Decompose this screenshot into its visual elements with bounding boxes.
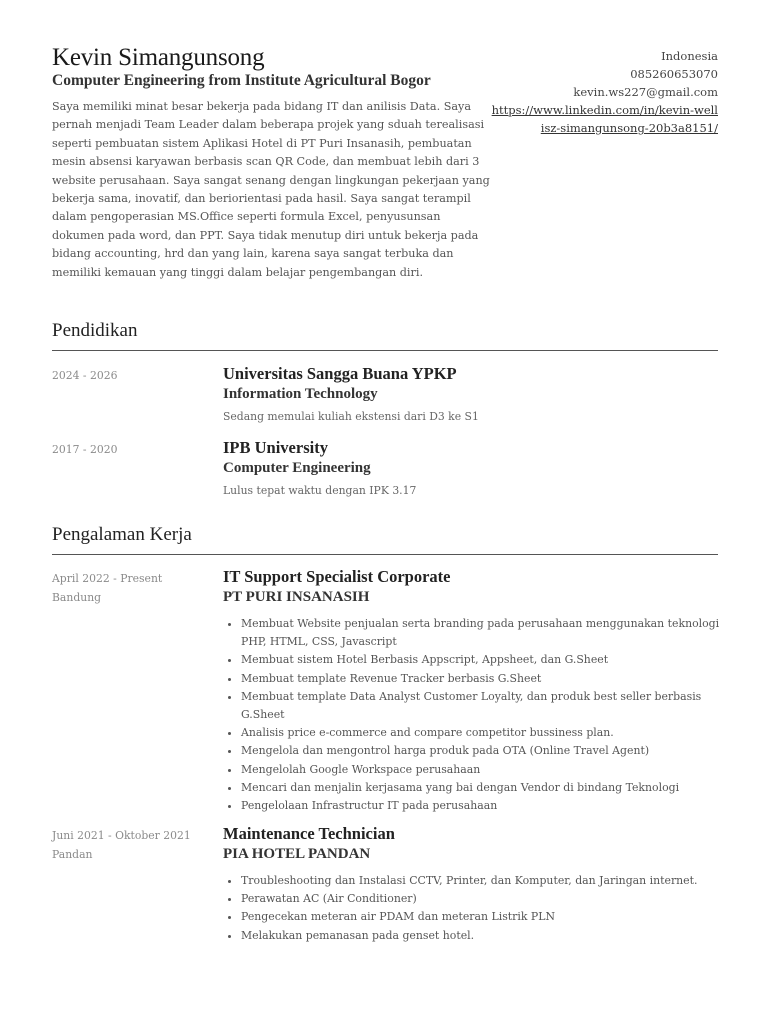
list-item: • Mengelolah Google Workspace perusahaan bbox=[241, 761, 723, 779]
experience-role: IT Support Specialist Corporate bbox=[223, 567, 451, 586]
list-item: • Pengecekan meteran air PDAM dan meteran Listrik PLN bbox=[241, 908, 723, 926]
experience-company: PT PURI INSANASIH bbox=[223, 589, 370, 605]
list-item: • Mengelola dan mengontrol harga produk pada OTA (Online Travel Agent) bbox=[241, 742, 723, 760]
experience-location: Bandung bbox=[52, 591, 102, 604]
experience-dates: Juni 2021 - Oktober 2021 bbox=[52, 829, 191, 842]
candidate-headline: Computer Engineering from Institute Agricultural Bogor bbox=[52, 72, 431, 89]
education-dates: 2017 - 2020 bbox=[52, 443, 118, 456]
education-description: Lulus tepat waktu dengan IPK 3.17 bbox=[223, 484, 417, 497]
education-description: Sedang memulai kuliah ekstensi dari D3 ke S1 bbox=[223, 410, 479, 423]
list-item: • Membuat template Revenue Tracker berbasis G.Sheet bbox=[241, 670, 723, 688]
education-program: Computer Engineering bbox=[223, 460, 371, 476]
profile-summary: Saya memiliki minat besar bekerja pada bidang IT dan anilisis Data. Saya pernah menjadi Team Leader dalam beberapa projek yang sduah terealisasi seperti pembuatan sistem Aplikasi Hotel di PT Puri Insanasih, pembuatan mesin absensi karyawan berbasis scan QR Code, dan membuat lebih dari 3 website perusahaan. Saya sangat senang dengan lingkungan pekerjaan yang bekerja sama, inovatif, dan beriorientasi pada hasil. Saya sangat terampil dalam pengoperasian MS.Office seperti formula Excel, penyusunsan dokumen pada word, dan PPT. Saya tidak menutup diri untuk bekerja pada bidang accounting, hrd dan yang lain, karena saya sangat terbuka dan memiliki kemauan yang tinggi dalam belajar pengembangan diri. bbox=[52, 100, 490, 279]
list-item: • Mencari dan menjalin kerjasama yang bai dengan Vendor di bindang Teknologi bbox=[241, 779, 723, 797]
linkedin-link[interactable]: https://www.linkedin.com/in/kevin-wellisz-simangunsong-20b3a8151/ bbox=[491, 103, 718, 135]
experience-bullets bbox=[223, 615, 723, 815]
experience-company: PIA HOTEL PANDAN bbox=[223, 846, 371, 862]
candidate-name: Kevin Simangunsong bbox=[52, 44, 265, 71]
contact-location: Indonesia bbox=[661, 49, 718, 63]
experience-divider bbox=[52, 554, 718, 555]
experience-dates-block bbox=[52, 569, 217, 607]
contact-email: kevin.ws227@gmail.com bbox=[573, 85, 718, 99]
education-program: Information Technology bbox=[223, 386, 378, 402]
contact-block bbox=[488, 47, 718, 137]
contact-phone: 085260653070 bbox=[630, 67, 718, 81]
experience-role: Maintenance Technician bbox=[223, 824, 395, 843]
education-dates: 2024 - 2026 bbox=[52, 369, 118, 382]
list-item: • Membuat Website penjualan serta branding pada perusahaan menggunakan teknologi PHP, HTML, CSS, Javascript bbox=[241, 615, 723, 651]
list-item: • Perawatan AC (Air Conditioner) bbox=[241, 890, 723, 908]
education-divider bbox=[52, 350, 718, 351]
education-institution: Universitas Sangga Buana YPKP bbox=[223, 364, 457, 383]
list-item: • Melakukan pemanasan pada genset hotel. bbox=[241, 927, 723, 945]
education-section-title: Pendidikan bbox=[52, 320, 138, 341]
list-item: • Membuat template Data Analyst Customer Loyalty, dan produk best seller berbasis G.Sheet bbox=[241, 688, 723, 724]
experience-bullets bbox=[223, 872, 723, 945]
list-item: • Troubleshooting dan Instalasi CCTV, Printer, dan Komputer, dan Jaringan internet. bbox=[241, 872, 723, 890]
experience-dates-block bbox=[52, 826, 217, 864]
experience-dates: April 2022 - Present bbox=[52, 572, 163, 585]
experience-section-title: Pengalaman Kerja bbox=[52, 524, 192, 545]
list-item: • Analisis price e-commerce and compare competitor bussiness plan. bbox=[241, 724, 723, 742]
list-item: • Membuat sistem Hotel Berbasis Appscript, Appsheet, dan G.Sheet bbox=[241, 651, 723, 669]
education-institution: IPB University bbox=[223, 438, 328, 457]
experience-location: Pandan bbox=[52, 848, 93, 861]
list-item: • Pengelolaan Infrastructur IT pada perusahaan bbox=[241, 797, 723, 815]
